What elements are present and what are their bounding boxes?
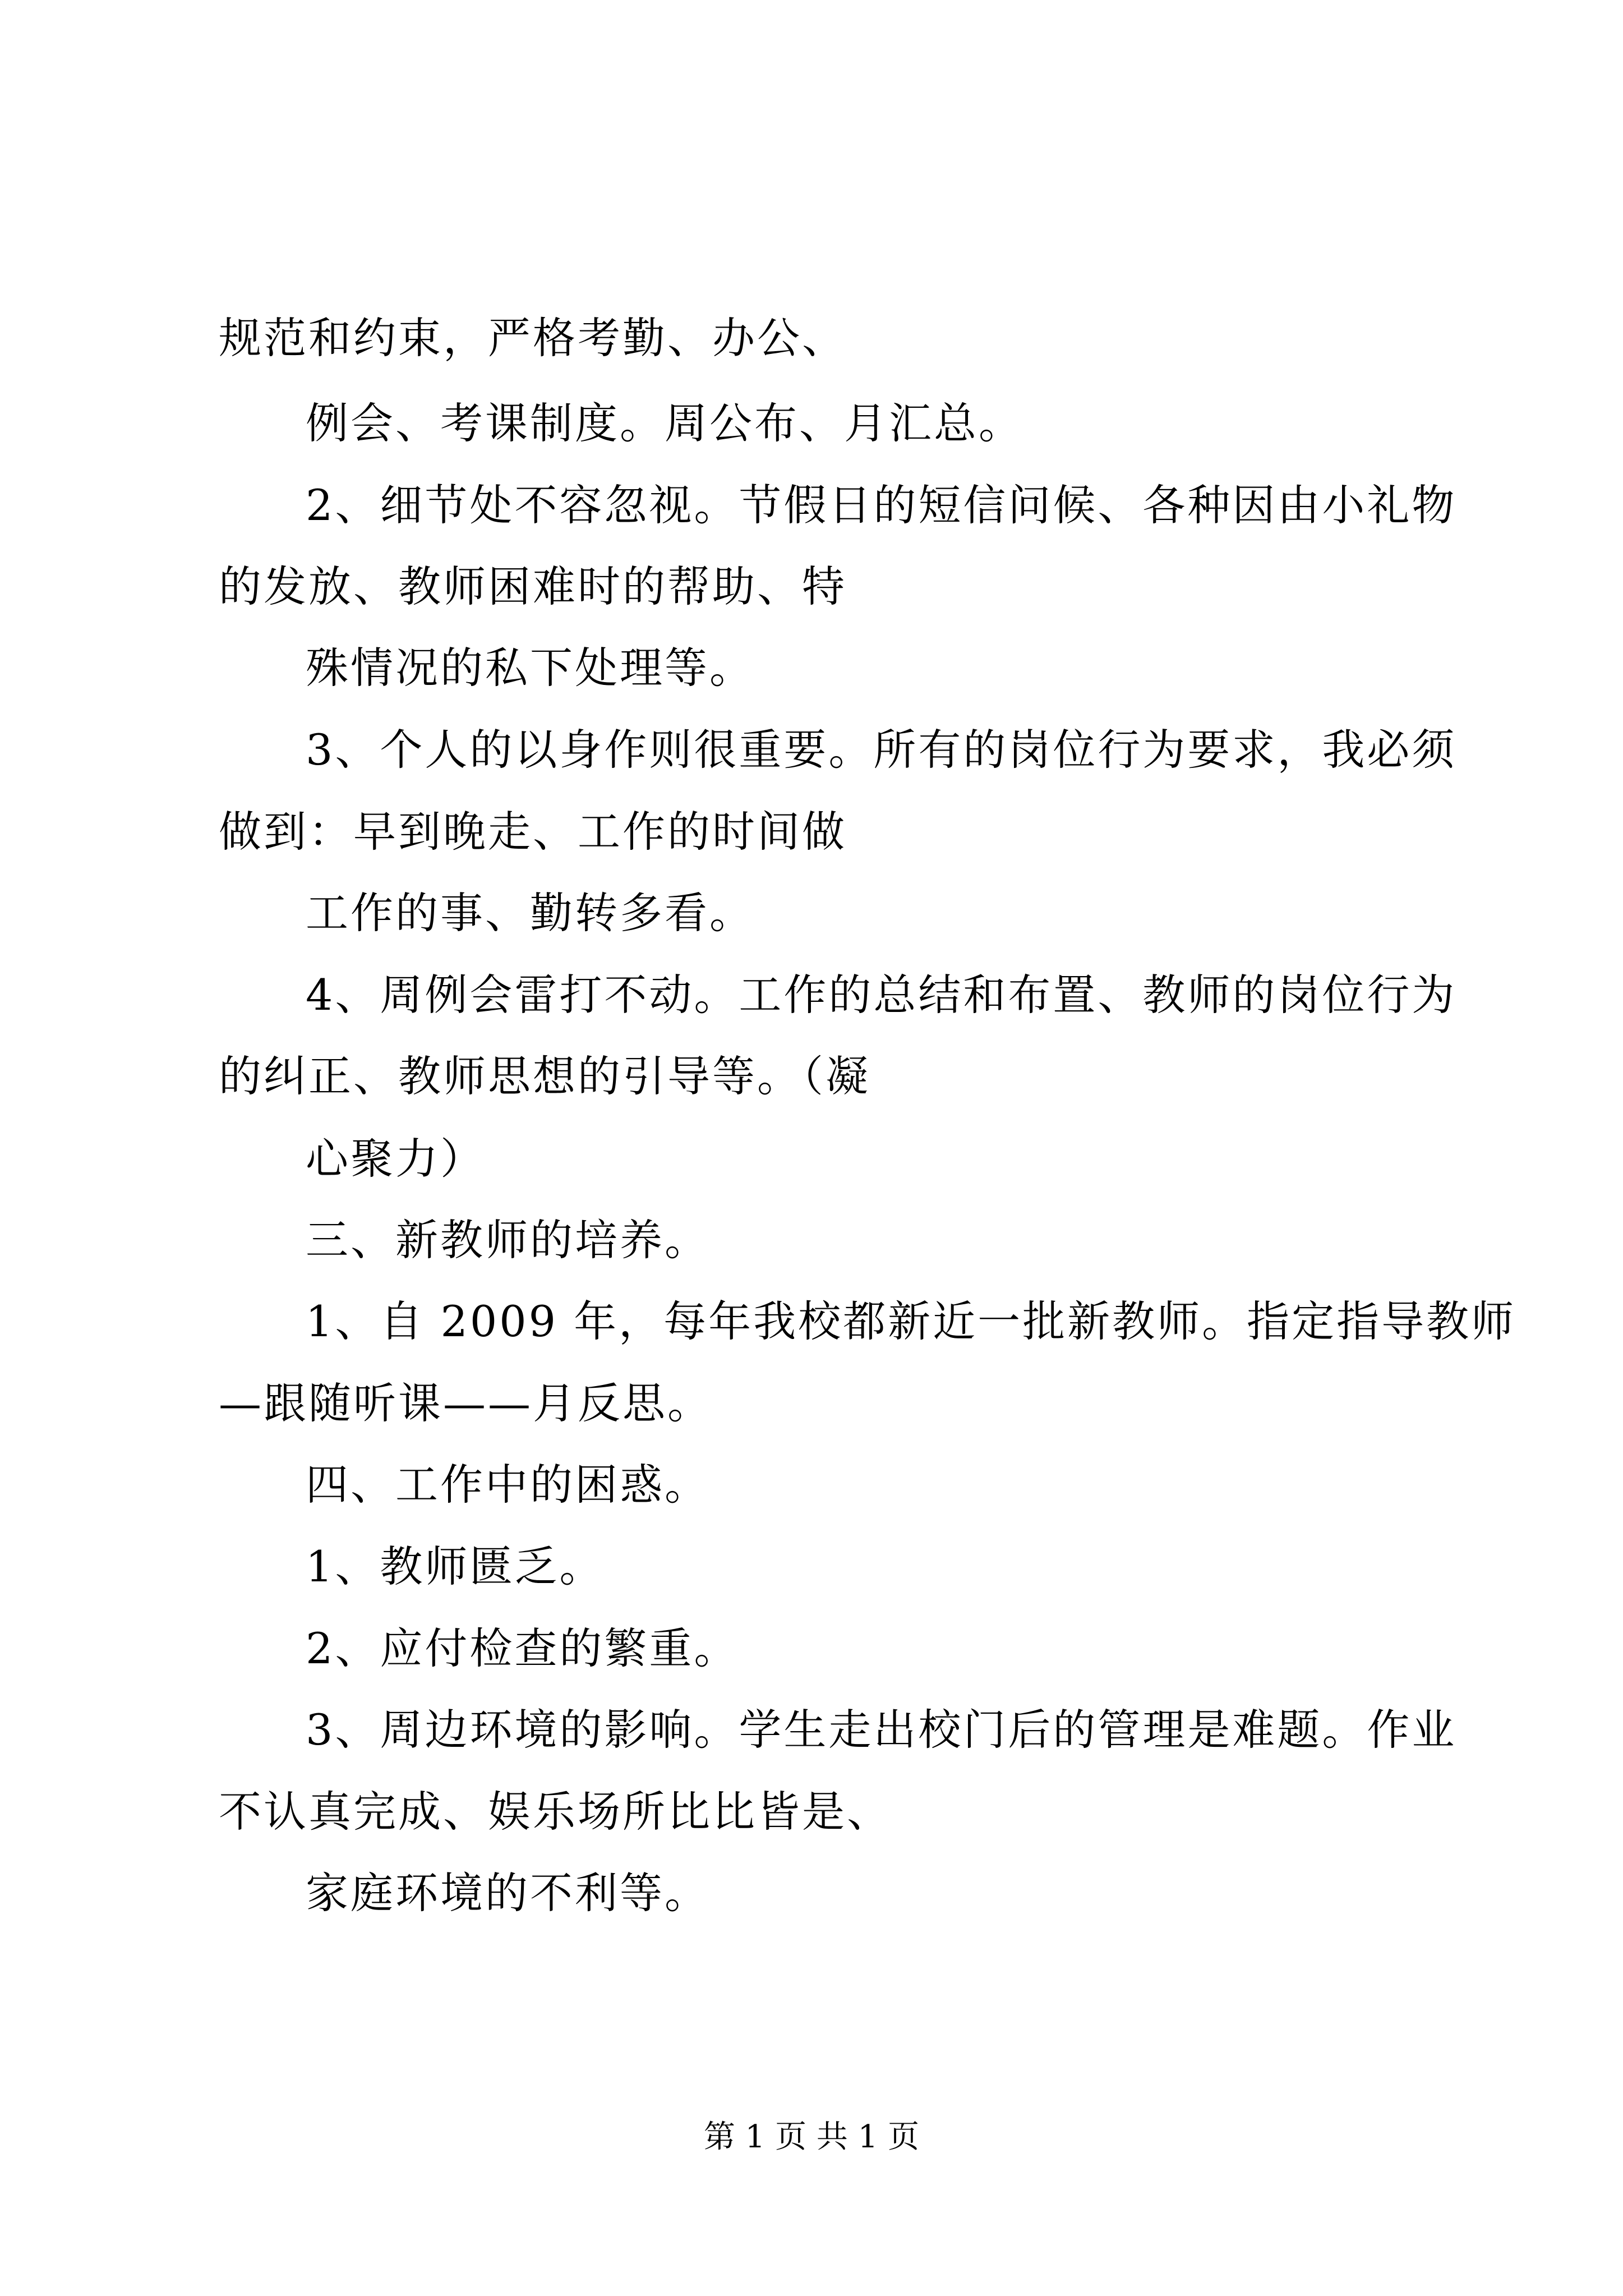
text-line-11: 心聚力）: [306, 1134, 485, 1184]
text-line-18: 3、周边环境的影响。学生走出校门后的管理是难题。作业: [306, 1705, 1457, 1755]
text-line-1: 规范和约束，严格考勤、办公、: [219, 313, 847, 363]
text-line-16: 1、教师匮乏。: [306, 1542, 605, 1591]
text-line-8: 工作的事、勤转多看。: [306, 888, 754, 938]
text-line-13: 1、自 2009 年，每年我校都新近一批新教师。指定指导教师: [306, 1296, 1516, 1346]
text-line-5: 殊情况的私下处理等。: [306, 643, 754, 693]
text-line-17: 2、应付检查的繁重。: [306, 1623, 739, 1673]
text-line-9: 4、周例会雷打不动。工作的总结和布置、教师的岗位行为: [306, 970, 1457, 1020]
text-line-19: 不认真完成、娱乐场所比比皆是、: [219, 1787, 892, 1837]
text-line-20: 家庭环境的不利等。: [306, 1868, 709, 1918]
text-line-3: 2、细节处不容忽视。节假日的短信问候、各种因由小礼物: [306, 480, 1457, 530]
text-line-2: 例会、考课制度。周公布、月汇总。: [306, 398, 1023, 448]
page-footer: 第 1 页 共 1 页: [703, 2119, 920, 2155]
text-line-4: 的发放、教师困难时的帮助、特: [219, 562, 847, 611]
text-line-7: 做到：早到晚走、工作的时间做: [219, 807, 847, 857]
text-line-14: —跟随听课——月反思。: [219, 1378, 712, 1428]
text-line-10: 的纠正、教师思想的引导等。（凝: [219, 1051, 870, 1101]
text-line-12: 三、新教师的培养。: [306, 1215, 709, 1265]
text-line-15: 四、工作中的困惑。: [306, 1460, 709, 1510]
text-line-6: 3、个人的以身作则很重要。所有的岗位行为要求，我必须: [306, 725, 1457, 775]
